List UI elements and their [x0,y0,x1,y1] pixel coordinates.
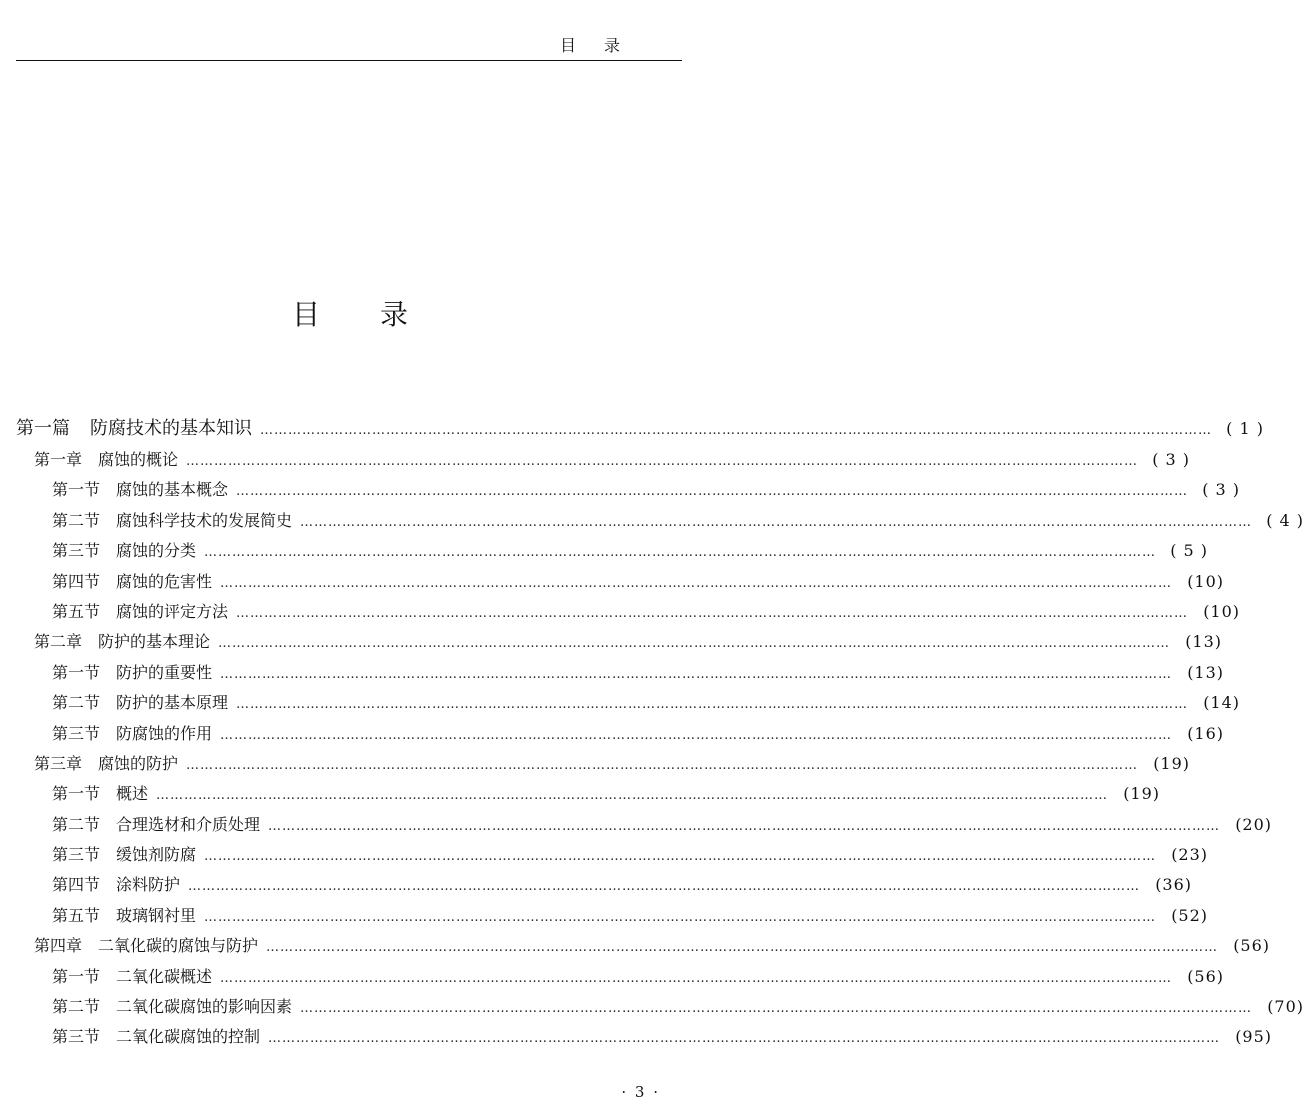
toc-entry-number: 第三节 [52,1027,101,1047]
toc-entry-number: 第四章 [34,936,83,956]
toc-entry-title: 腐蚀的评定方法 [116,601,229,621]
toc-dot-leader: …………………………………………………………………………………………………………………………………………………………………………………… [220,575,1173,591]
toc-entry-label [52,688,228,718]
toc-entry-section[interactable] [16,901,1209,931]
toc-entry-section[interactable] [16,567,1225,597]
toc-entry-label [52,840,196,870]
toc-entry-label [52,719,212,749]
toc-entry-section[interactable] [16,658,1225,688]
toc-dot-leader: …………………………………………………………………………………………………………………………………………………………………………………… [220,666,1173,682]
toc-entry-title: 腐蚀科学技术的发展简史 [116,510,293,530]
toc-entry-section[interactable] [16,870,1193,900]
toc-entry-title: 缓蚀剂防腐 [116,845,197,865]
toc-entry-page: ( 4 ) [1266,510,1304,530]
toc-entry-number: 第一篇 [16,418,70,439]
toc-entry-title: 腐蚀的基本概念 [116,480,229,500]
toc-entry-number: 第四节 [52,571,101,591]
toc-entry-page: (10) [1203,601,1241,621]
toc-entry-page: ( 1 ) [1226,419,1264,438]
toc-dot-leader: …………………………………………………………………………………………………………………………………………………………………………………… [236,605,1189,621]
toc-entry-section[interactable] [16,992,1304,1022]
toc-entry-section[interactable] [16,536,1209,566]
toc-entry-chapter[interactable] [16,445,1191,475]
toc-entry-title: 合理选材和介质处理 [116,814,261,834]
toc-entry-page: (23) [1171,845,1209,865]
toc-dot-leader: …………………………………………………………………………………………………………………………………………………………………………………… [218,636,1171,652]
toc-entry-label [52,962,212,992]
toc-entry-number: 第一节 [52,966,101,986]
toc-entry-number: 第二节 [52,693,101,713]
toc-entry-title: 腐蚀的危害性 [116,571,213,591]
toc-entry-number: 第二节 [52,510,101,530]
table-of-contents [16,413,1304,1053]
toc-entry-title: 防护的重要性 [116,662,213,682]
toc-entry-title: 腐蚀的概论 [98,450,179,469]
toc-dot-leader: …………………………………………………………………………………………………………………………………………………………………………………… [268,1031,1221,1047]
running-head-text: 目录 [559,36,648,55]
toc-dot-leader: …………………………………………………………………………………………………………………………………………………………………………………… [186,757,1139,773]
toc-dot-leader: …………………………………………………………………………………………………………………………………………………………………………………… [220,970,1173,986]
toc-entry-page: ( 3 ) [1202,480,1241,500]
toc-entry-label [34,445,178,475]
toc-entry-title: 二氧化碳概述 [116,966,213,986]
toc-entry-title: 防腐蚀的作用 [116,723,213,743]
toc-entry-page: (14) [1203,693,1241,713]
toc-entry-number: 第二节 [52,814,101,834]
toc-entry-number: 第一节 [52,480,101,500]
toc-entry-number: 第三章 [34,753,83,773]
toc-entry-title: 防腐技术的基本知识 [90,418,252,439]
toc-entry-section[interactable] [16,962,1225,992]
toc-dot-leader: …………………………………………………………………………………………………………………………………………………………………………………… [300,514,1253,530]
running-head [16,0,682,61]
toc-dot-leader: …………………………………………………………………………………………………………………………………………………………………………………… [186,454,1139,469]
toc-entry-page: (70) [1267,997,1304,1017]
toc-entry-page: (95) [1235,1027,1273,1047]
toc-entry-page: (36) [1155,875,1193,895]
toc-entry-number: 第一节 [52,784,101,804]
toc-entry-title: 二氧化碳腐蚀的影响因素 [116,997,293,1017]
toc-dot-leader: …………………………………………………………………………………………………………………………………………………………………………………… [236,697,1189,713]
toc-entry-label [52,658,212,688]
toc-entry-section[interactable] [16,1022,1273,1052]
toc-entry-page: (56) [1233,936,1271,956]
toc-entry-title: 二氧化碳的腐蚀与防护 [98,936,259,956]
toc-entry-page: (10) [1187,571,1225,591]
toc-entry-chapter[interactable] [16,931,1271,961]
toc-entry-section[interactable] [16,719,1225,749]
toc-entry-number: 第一章 [34,450,83,469]
toc-entry-number: 第四节 [52,875,101,895]
toc-dot-leader: …………………………………………………………………………………………………………………………………………………………………………………… [156,788,1109,804]
toc-entry-title: 防护的基本原理 [116,693,229,713]
toc-dot-leader: …………………………………………………………………………………………………………………………………………………………………………………… [204,909,1157,925]
page-title: 目录 [291,298,468,331]
toc-entry-label [52,901,196,931]
toc-entry-title: 玻璃钢衬里 [116,905,197,925]
toc-entry-page: ( 3 ) [1152,450,1191,469]
toc-entry-part[interactable] [16,413,1264,445]
toc-entry-chapter[interactable] [16,627,1223,657]
toc-dot-leader: …………………………………………………………………………………………………………………………………………………………………………………… [220,727,1173,743]
toc-dot-leader: …………………………………………………………………………………………………………………………………………………………………………………… [204,849,1157,865]
toc-entry-number: 第五节 [52,601,101,621]
toc-entry-page: (16) [1187,723,1225,743]
toc-entry-label [34,749,178,779]
toc-entry-title: 涂料防护 [116,875,181,895]
toc-entry-page: (52) [1171,905,1209,925]
toc-entry-label [52,597,228,627]
toc-entry-page: (56) [1187,966,1225,986]
toc-entry-label [52,992,292,1022]
toc-entry-title: 概述 [116,784,149,804]
toc-entry-title: 腐蚀的防护 [98,753,179,773]
toc-entry-number: 第三节 [52,723,101,743]
toc-entry-number: 第三节 [52,845,101,865]
toc-entry-page: (19) [1153,753,1191,773]
toc-dot-leader: …………………………………………………………………………………………………………………………………………………………………………………… [266,940,1219,956]
toc-entry-page: ( 5 ) [1170,541,1209,561]
toc-entry-section[interactable] [16,840,1209,870]
toc-entry-label [52,779,148,809]
toc-entry-label [34,627,210,657]
toc-entry-label [52,870,180,900]
toc-entry-number: 第三节 [52,541,101,561]
toc-entry-page: (19) [1123,784,1161,804]
toc-entry-page: (20) [1235,814,1273,834]
toc-dot-leader: …………………………………………………………………………………………………………………………………………………………………………………… [204,545,1157,561]
toc-dot-leader: …………………………………………………………………………………………………………………………………………………………………………………… [268,818,1221,834]
toc-entry-title: 防护的基本理论 [98,632,211,652]
toc-entry-label [52,567,212,597]
toc-dot-leader: …………………………………………………………………………………………………………………………………………………………………………………… [236,484,1189,500]
toc-entry-section[interactable] [16,779,1161,809]
toc-entry-number: 第五节 [52,905,101,925]
toc-entry-section[interactable] [16,810,1273,840]
toc-entry-label [52,810,260,840]
toc-entry-label [16,413,252,445]
toc-entry-section[interactable] [16,597,1241,627]
toc-entry-chapter[interactable] [16,749,1191,779]
toc-entry-label [52,1022,260,1052]
toc-dot-leader: …………………………………………………………………………………………………………………………………………………………………………………… [300,1001,1253,1017]
toc-entry-label [34,931,258,961]
page-folio: · 3 · [621,1083,660,1101]
toc-entry-section[interactable] [16,475,1241,505]
toc-dot-leader: …………………………………………………………………………………………………………………………………………………………………………………… [260,423,1212,438]
toc-entry-section[interactable] [16,688,1241,718]
toc-entry-title: 二氧化碳腐蚀的控制 [116,1027,261,1047]
toc-entry-label [52,536,196,566]
toc-entry-label [52,506,292,536]
toc-entry-number: 第二节 [52,997,101,1017]
toc-entry-page: (13) [1185,632,1223,652]
toc-entry-page: (13) [1187,662,1225,682]
toc-entry-title: 腐蚀的分类 [116,541,197,561]
toc-entry-number: 第二章 [34,632,83,652]
toc-dot-leader: …………………………………………………………………………………………………………………………………………………………………………………… [188,879,1141,895]
toc-entry-number: 第一节 [52,662,101,682]
toc-entry-label [52,475,228,505]
toc-entry-section[interactable] [16,506,1304,536]
